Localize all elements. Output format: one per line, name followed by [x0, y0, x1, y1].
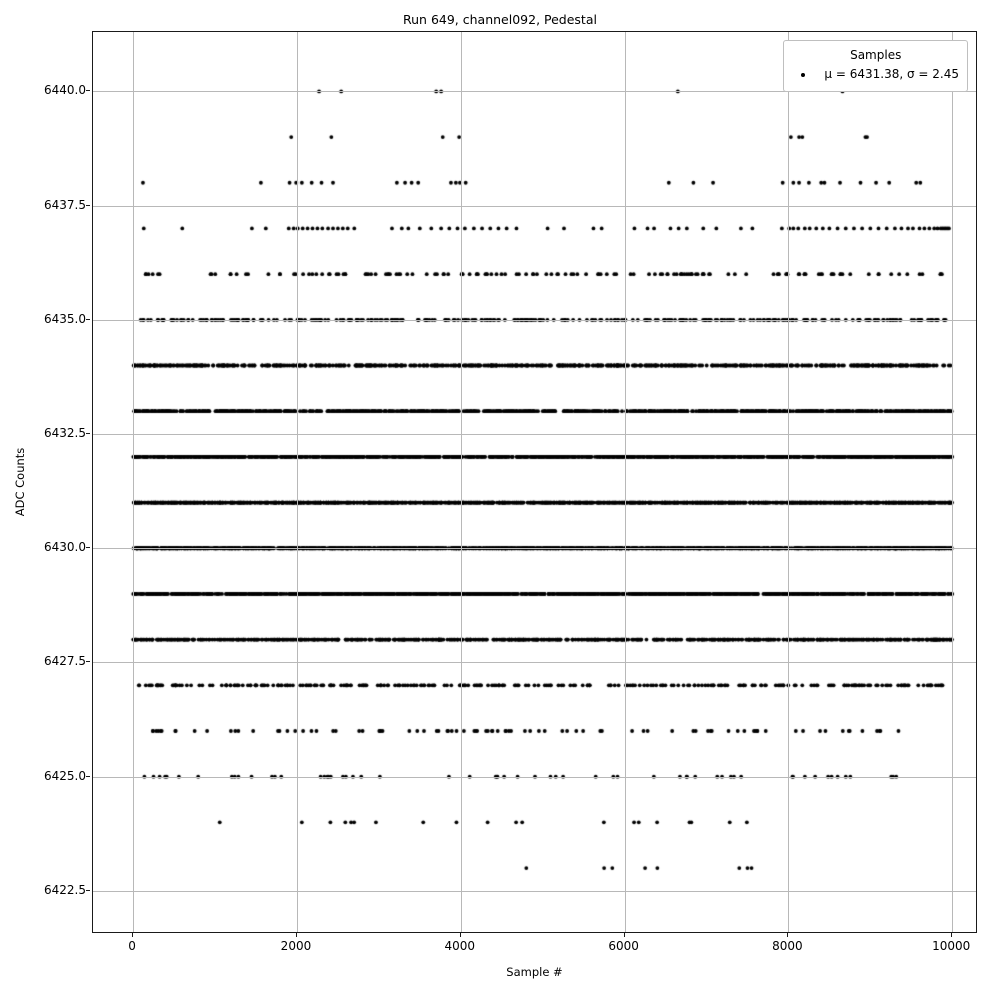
- gridline-vertical: [625, 32, 626, 932]
- x-tick-label: 4000: [444, 939, 476, 953]
- y-tick-label: 6437.5: [44, 197, 86, 212]
- x-tick-mark: [787, 933, 788, 937]
- gridline-vertical: [788, 32, 789, 932]
- legend-item: [792, 66, 959, 83]
- gridline-horizontal: [93, 320, 976, 321]
- gridline-vertical: [297, 32, 298, 932]
- plot-area: [92, 31, 977, 933]
- gridline-horizontal: [93, 891, 976, 892]
- y-tick-label: 6440.0: [44, 83, 86, 98]
- y-axis-label: ADC Counts: [13, 447, 27, 517]
- y-tick-mark: [86, 319, 90, 320]
- y-tick-mark: [86, 776, 90, 777]
- legend: [783, 40, 968, 92]
- legend-item-label: μ = 6431.38, σ = 2.45: [824, 67, 959, 82]
- y-axis-label-wrap: [8, 31, 32, 933]
- y-tick-label: 6432.5: [44, 426, 86, 441]
- gridline-horizontal: [93, 206, 976, 207]
- legend-title: Samples: [850, 48, 902, 62]
- gridline-horizontal: [93, 662, 976, 663]
- x-tick-label: 8000: [772, 939, 803, 953]
- y-tick-mark: [86, 547, 90, 548]
- gridline-vertical: [461, 32, 462, 932]
- gridline-horizontal: [93, 434, 976, 435]
- y-tick-label: 6422.5: [44, 882, 86, 897]
- scatter-plot-canvas: [93, 32, 976, 932]
- gridline-horizontal: [93, 548, 976, 549]
- y-tick-label: 6427.5: [44, 654, 86, 669]
- x-tick-label: 0: [128, 939, 136, 953]
- page-title: Run 649, channel092, Pedestal: [403, 12, 597, 27]
- gridline-horizontal: [93, 777, 976, 778]
- x-tick-label: 2000: [280, 939, 312, 953]
- x-axis-ticks: [92, 933, 977, 963]
- y-tick-label: 6425.0: [44, 768, 86, 783]
- gridline-vertical: [952, 32, 953, 932]
- y-tick-mark: [86, 433, 90, 434]
- x-tick-mark: [132, 933, 133, 937]
- x-tick-label: 6000: [608, 939, 639, 953]
- y-tick-mark: [86, 890, 90, 891]
- y-tick-mark: [86, 205, 90, 206]
- y-tick-label: 6430.0: [44, 540, 86, 555]
- x-tick-mark: [624, 933, 625, 937]
- x-tick-label: 10000: [932, 939, 971, 953]
- y-tick-label: 6435.0: [44, 311, 86, 326]
- gridline-vertical: [133, 32, 134, 932]
- x-tick-mark: [951, 933, 952, 937]
- legend-marker-point-icon: [792, 73, 814, 77]
- x-tick-mark: [296, 933, 297, 937]
- y-tick-mark: [86, 661, 90, 662]
- y-tick-mark: [86, 90, 90, 91]
- x-tick-mark: [460, 933, 461, 937]
- x-axis-label: Sample #: [506, 965, 563, 979]
